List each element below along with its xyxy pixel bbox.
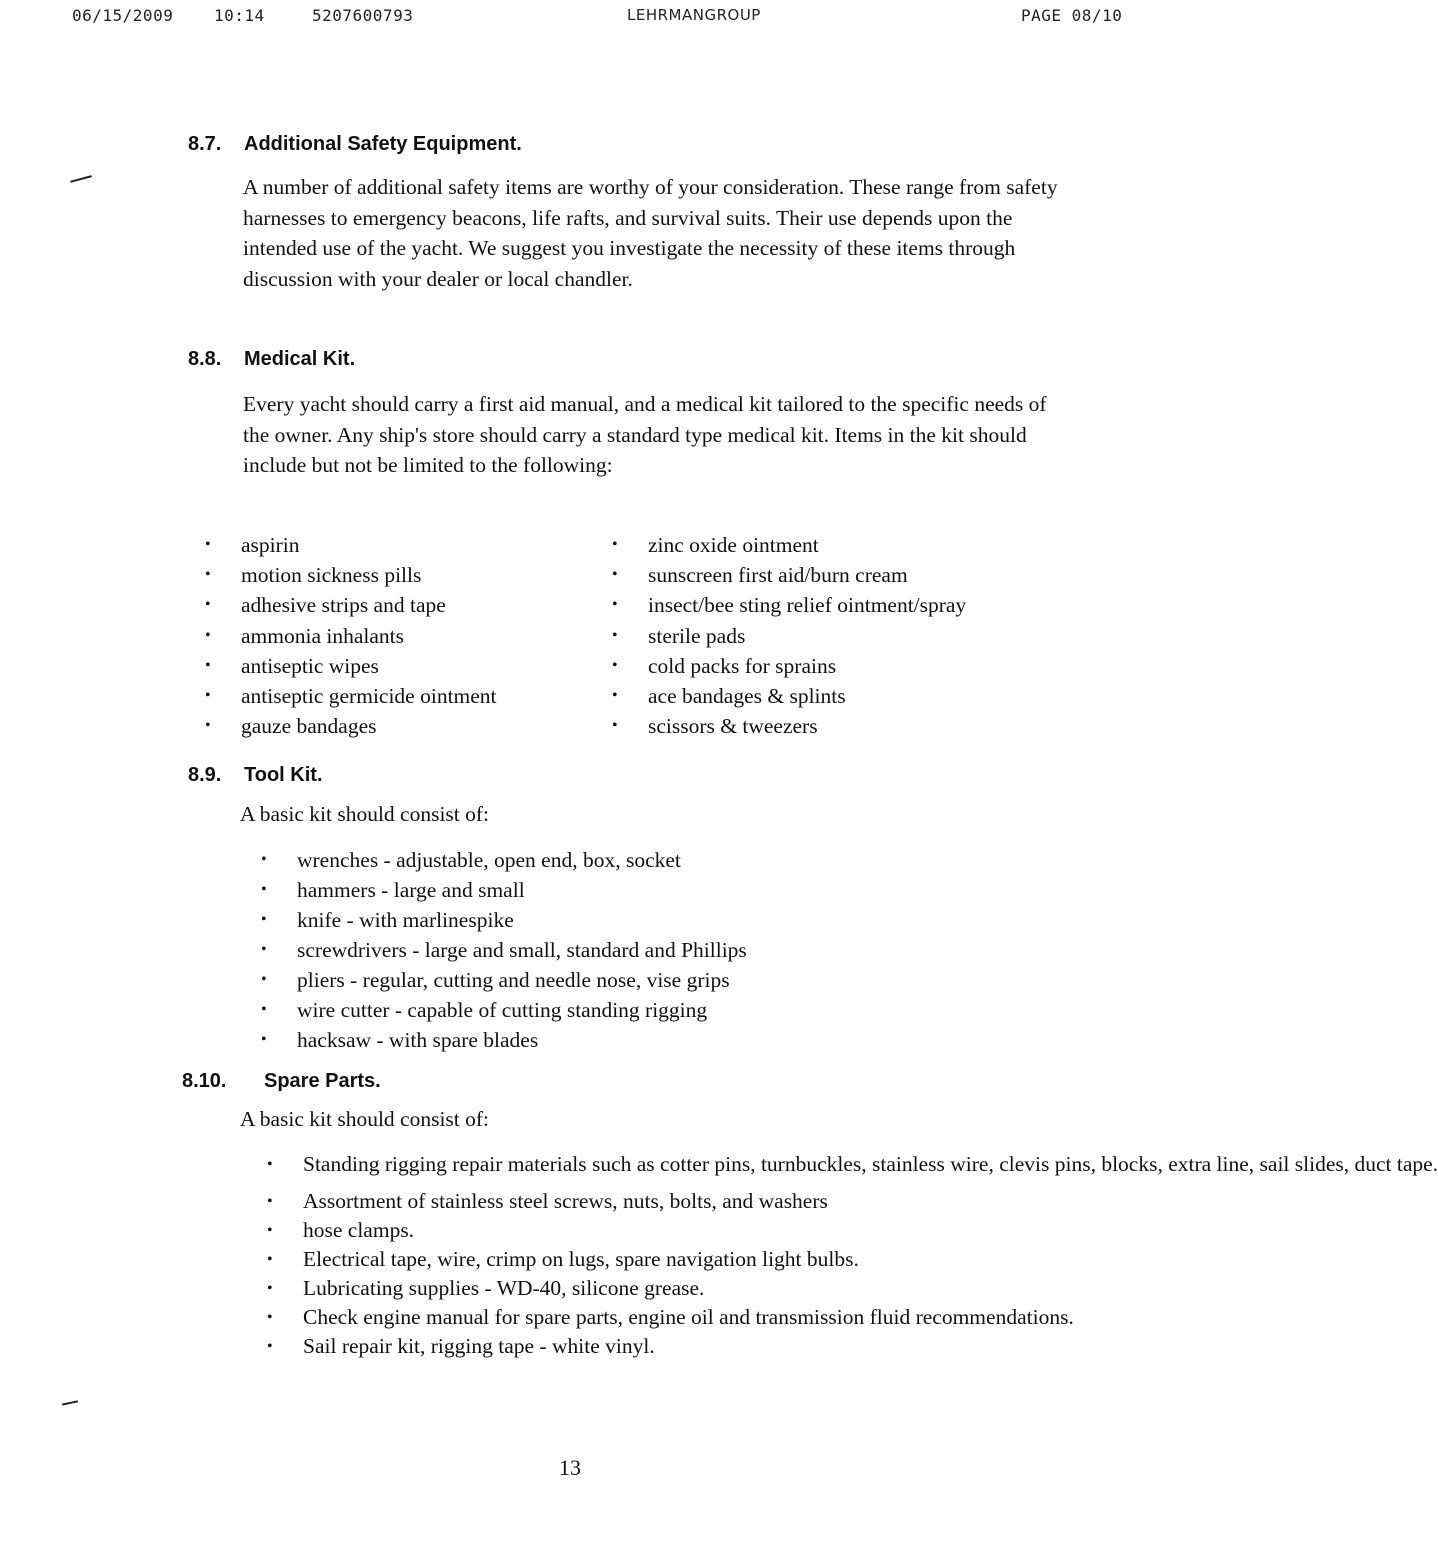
bullet-icon: • — [612, 656, 618, 674]
section-title: Medical Kit. — [244, 348, 356, 370]
section-body-8-8: Every yacht should carry a first aid manual, and a medical kit tailored to the specific needs of the owner. Any ship's store should carry a standard type medical kit. Items in the kit should include but not be limited to the following: — [243, 392, 1047, 477]
list-item: • pliers - regular, cutting and needle nose, vise grips — [297, 965, 747, 995]
list-item: • zinc oxide ointment — [648, 530, 966, 560]
list-item: • sterile pads — [648, 621, 966, 651]
list-item: • cold packs for sprains — [648, 651, 966, 681]
bullet-icon: • — [612, 626, 618, 644]
bullet-icon: • — [261, 881, 267, 898]
list-item: • wrenches - adjustable, open end, box, socket — [297, 845, 747, 875]
scan-mark — [62, 1400, 78, 1405]
bullet-icon: • — [612, 687, 618, 705]
bullet-icon: • — [205, 536, 211, 553]
bullet-icon: • — [612, 596, 618, 614]
bullet-icon: • — [612, 536, 618, 553]
fax-date: 06/15/2009 — [72, 6, 174, 25]
list-item: • insect/bee sting relief ointment/spray — [648, 590, 966, 620]
list-item: • sunscreen first aid/burn cream — [648, 560, 966, 590]
fax-page-indicator: PAGE 08/10 — [1021, 6, 1123, 25]
list-item: • antiseptic germicide ointment — [241, 681, 497, 711]
section-heading-8-10 — [182, 1070, 381, 1093]
bullet-icon: • — [205, 687, 211, 705]
spare-parts-list — [267, 1150, 1438, 1361]
bullet-icon: • — [261, 851, 267, 868]
section-heading-8-7 — [188, 133, 522, 156]
bullet-icon: • — [261, 911, 267, 928]
section-number: 8.9. — [188, 764, 222, 786]
bullet-icon: • — [267, 1338, 273, 1355]
list-item: • hose clamps. — [303, 1216, 1108, 1245]
fax-header — [0, 6, 1237, 30]
bullet-icon: • — [267, 1156, 273, 1173]
section-title: Spare Parts. — [264, 1070, 381, 1092]
list-item: • hammers - large and small — [297, 875, 747, 905]
bullet-icon: • — [261, 941, 267, 958]
list-item: • Assortment of stainless steel screws, nuts, bolts, and washers — [303, 1187, 1108, 1216]
list-item: • ace bandages & splints — [648, 681, 966, 711]
bullet-icon: • — [261, 1001, 267, 1018]
list-item: • gauze bandages — [241, 711, 497, 741]
bullet-icon: • — [267, 1280, 273, 1297]
section-title: Tool Kit. — [244, 764, 323, 786]
section-heading-8-8 — [188, 348, 355, 371]
list-item: • aspirin — [241, 530, 497, 560]
list-item: • hacksaw - with spare blades — [297, 1025, 747, 1055]
tool-kit-intro: A basic kit should consist of: — [240, 802, 490, 826]
bullet-icon: • — [267, 1193, 273, 1210]
medical-kit-list-left — [205, 530, 497, 741]
fax-phone: 5207600793 — [312, 6, 414, 25]
list-item: • screwdrivers - large and small, standard and Phillips — [297, 935, 747, 965]
section-number: 8.8. — [188, 348, 222, 370]
list-item: • Electrical tape, wire, crimp on lugs, spare navigation light bulbs. — [303, 1245, 1108, 1274]
spare-parts-intro: A basic kit should consist of: — [240, 1107, 490, 1131]
bullet-icon: • — [612, 566, 618, 584]
bullet-icon: • — [205, 656, 211, 674]
fax-company: LEHRMANGROUP — [627, 6, 761, 24]
section-number: 8.10. — [182, 1070, 227, 1092]
bullet-icon: • — [205, 626, 211, 644]
list-item: • knife - with marlinespike — [297, 905, 747, 935]
bullet-icon: • — [267, 1251, 273, 1268]
list-item: • wire cutter - capable of cutting standing rigging — [297, 995, 747, 1025]
bullet-icon: • — [612, 717, 618, 735]
list-item: • motion sickness pills — [241, 560, 497, 590]
section-title: Additional Safety Equipment. — [244, 133, 522, 155]
list-item: • scissors & tweezers — [648, 711, 966, 741]
bullet-icon: • — [205, 717, 211, 735]
page-number: 13 — [559, 1455, 581, 1480]
medical-kit-list-right — [612, 530, 967, 741]
section-heading-8-9 — [188, 764, 323, 787]
bullet-icon: • — [205, 566, 211, 584]
list-item: • Sail repair kit, rigging tape - white vinyl. — [303, 1332, 1108, 1361]
section-number: 8.7. — [188, 133, 222, 155]
fax-time: 10:14 — [214, 6, 265, 25]
bullet-icon: • — [261, 1031, 267, 1048]
bullet-icon: • — [267, 1222, 273, 1239]
section-body-8-7: A number of additional safety items are worthy of your consideration. These range from safety harnesses to emergency beacons, life rafts, and survival suits. Their use depends upon the intended use of the yacht. We suggest you investigate the necessity of these items through discussion with your dealer or local chandler. — [243, 175, 1058, 291]
list-item: • adhesive strips and tape — [241, 590, 497, 620]
bullet-icon: • — [205, 596, 211, 614]
scan-mark — [70, 175, 92, 182]
list-item: • Standing rigging repair materials such as cotter pins, turnbuckles, stainless wire, clevis pins, blocks, extra line, sail slides, duct tape. — [303, 1150, 1108, 1179]
list-item: • Check engine manual for spare parts, engine oil and transmission fluid recommendations. — [303, 1303, 1108, 1332]
list-item: • antiseptic wipes — [241, 651, 497, 681]
bullet-icon: • — [261, 971, 267, 988]
list-item: • ammonia inhalants — [241, 621, 497, 651]
tool-kit-list — [261, 845, 747, 1055]
bullet-icon: • — [267, 1309, 273, 1326]
list-item: • Lubricating supplies - WD-40, silicone grease. — [303, 1274, 1108, 1303]
